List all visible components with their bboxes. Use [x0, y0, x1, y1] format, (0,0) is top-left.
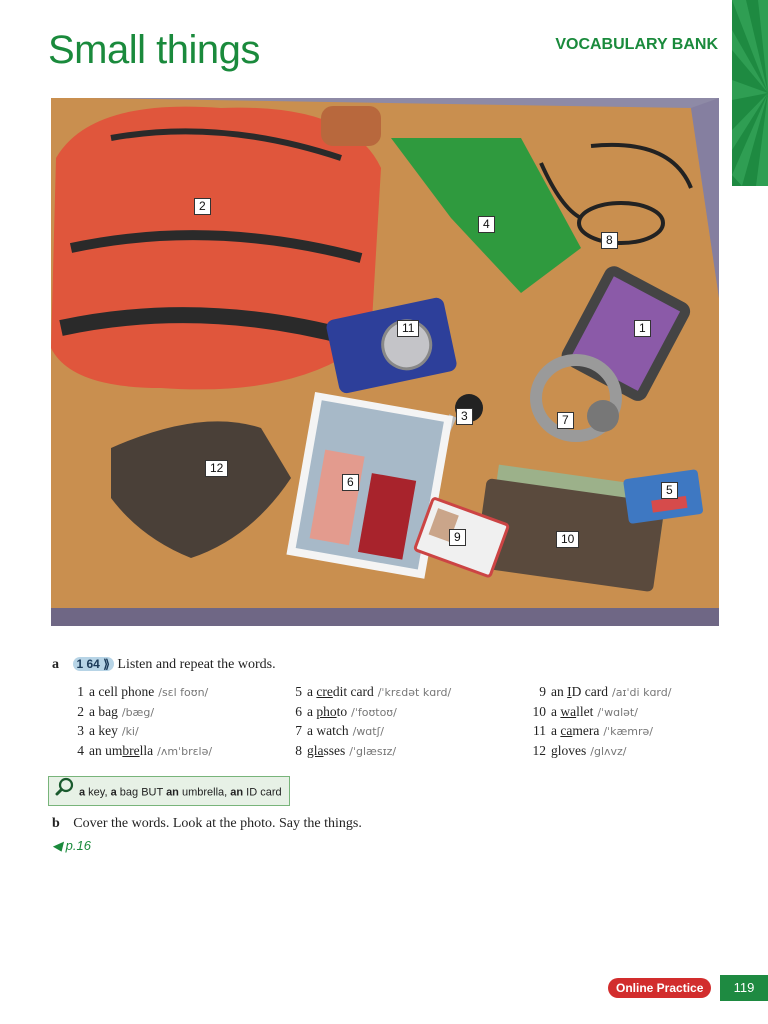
photo-label: 11 [397, 320, 419, 337]
online-practice-badge[interactable]: Online Practice [608, 978, 711, 998]
tip-text: bag BUT [116, 786, 167, 799]
vocab-number: 1 [77, 684, 84, 699]
vocab-word: an [551, 684, 568, 699]
audio-track-button[interactable] [73, 657, 114, 671]
vocab-word-rest: llet [576, 703, 594, 719]
vocab-stress: gla [307, 742, 324, 758]
tip-text: umbrella, [178, 786, 231, 799]
photo-label: 12 [205, 460, 228, 477]
desk-illustration [51, 98, 719, 626]
items-on-desk-photo [51, 98, 719, 626]
photo-label: 8 [601, 232, 618, 249]
tip-article: a [110, 786, 117, 799]
word-column-3 [532, 683, 671, 761]
vocab-word: a [551, 723, 561, 738]
vocab-item [532, 742, 671, 762]
vocab-pronunciation: /ˈkæmrə/ [603, 725, 653, 738]
vocab-pronunciation: /ˈglæsɪz/ [349, 744, 397, 758]
vocab-item [288, 683, 451, 703]
vocab-word-rest: dit card [332, 684, 374, 699]
tip-text: key, [85, 786, 111, 799]
vocab-stress: I [567, 684, 572, 699]
vocab-item [70, 683, 212, 703]
exercise-instruction: Listen and repeat the words. [117, 657, 276, 672]
exercise-letter: b [52, 816, 60, 831]
photo-label: 3 [456, 408, 473, 425]
exercise-b [52, 816, 362, 832]
vocab-pronunciation: /glʌvz/ [590, 744, 627, 758]
vocab-item [532, 722, 671, 742]
photo-label: 9 [449, 529, 466, 546]
photo-label: 4 [478, 216, 495, 233]
exercise-a [52, 657, 276, 673]
vocab-word-rest: to [336, 703, 348, 719]
vocab-item [532, 703, 671, 723]
page-reference-link[interactable] [52, 838, 91, 854]
tip-article: a [79, 786, 86, 799]
vocab-number: 11 [533, 723, 546, 738]
vocab-word-rest: D card [571, 684, 608, 699]
sunburst-icon [732, 0, 768, 186]
vocab-number: 8 [295, 742, 302, 758]
word-column-2 [288, 683, 451, 761]
vocab-word: a [307, 684, 317, 699]
page-number: 119 [720, 975, 768, 1001]
vocab-stress: cre [316, 684, 333, 699]
vocab-number: 9 [539, 684, 546, 699]
photo-label: 7 [557, 412, 574, 429]
vocab-item [70, 722, 212, 742]
vocab-word: a cell phone [89, 684, 155, 699]
vocab-word: a bag [89, 703, 118, 719]
vocab-number: 12 [532, 742, 546, 758]
vocab-pronunciation: /ʌmˈbrɛlə/ [157, 744, 213, 758]
photo-label: 6 [342, 474, 359, 491]
vocab-item [532, 683, 671, 703]
corner-sunburst-decoration [732, 0, 768, 186]
photo-label: 1 [634, 320, 651, 337]
vocab-word: a watch [307, 723, 349, 738]
speaker-icon: ⟫ [103, 657, 110, 671]
vocab-pronunciation: /aɪˈdi kɑrd/ [611, 686, 672, 699]
vocab-item [288, 742, 451, 762]
photo-label: 2 [194, 198, 211, 215]
vocab-number: 2 [77, 703, 84, 719]
vocab-pronunciation: /sɛl foʊn/ [158, 686, 209, 699]
photo-label: 10 [556, 531, 579, 548]
page-title: Small things [48, 28, 260, 72]
tip-article: an [166, 786, 179, 799]
vocab-stress: ca [560, 723, 573, 738]
vocab-stress: bre [122, 742, 140, 758]
vocab-item [288, 722, 451, 742]
vocab-word: a [551, 703, 561, 719]
tip-text: ID card [243, 786, 282, 799]
photo-label: 5 [661, 482, 678, 499]
vocab-number: 10 [532, 703, 546, 719]
vocab-pronunciation: /bæg/ [121, 705, 155, 719]
vocab-item [288, 703, 451, 723]
vocab-word-rest: mera [572, 723, 600, 738]
vocab-pronunciation: /ˈkrɛdət kɑrd/ [377, 686, 452, 699]
vocab-word: an um [89, 742, 123, 758]
vocab-number: 5 [295, 684, 302, 699]
vocab-number: 4 [77, 742, 84, 758]
grammar-tip-box [48, 776, 290, 806]
vocab-number: 6 [295, 703, 302, 719]
vocab-word-rest: sses [323, 742, 346, 758]
vocab-pronunciation: /ki/ [121, 725, 139, 738]
vocab-stress: pho [316, 703, 337, 719]
page-reference-label: p.16 [65, 838, 91, 853]
exercise-letter: a [52, 657, 59, 672]
section-heading: VOCABULARY BANK [555, 36, 718, 53]
tip-article: an [230, 786, 244, 799]
vocab-item [70, 703, 212, 723]
vocab-word-rest: lla [139, 742, 154, 758]
vocab-number: 7 [295, 723, 302, 738]
vocab-word: a [307, 703, 317, 719]
vocab-pronunciation: /ˈfoʊtoʊ/ [351, 705, 397, 719]
audio-track-label: 1 64 [76, 657, 100, 671]
back-arrow-icon: ◀ [52, 838, 62, 853]
vocab-stress: wa [560, 703, 577, 719]
word-column-1 [70, 683, 212, 761]
exercise-instruction: Cover the words. Look at the photo. Say the things. [73, 816, 362, 831]
vocab-word: gloves [551, 742, 587, 758]
vocab-pronunciation: /wɑtʃ/ [352, 725, 385, 738]
vocab-pronunciation: /ˈwɑlət/ [597, 705, 638, 719]
vocab-item [70, 742, 212, 762]
vocab-word: a key [89, 723, 118, 738]
vocab-number: 3 [77, 723, 84, 738]
magnifier-icon [55, 777, 75, 808]
